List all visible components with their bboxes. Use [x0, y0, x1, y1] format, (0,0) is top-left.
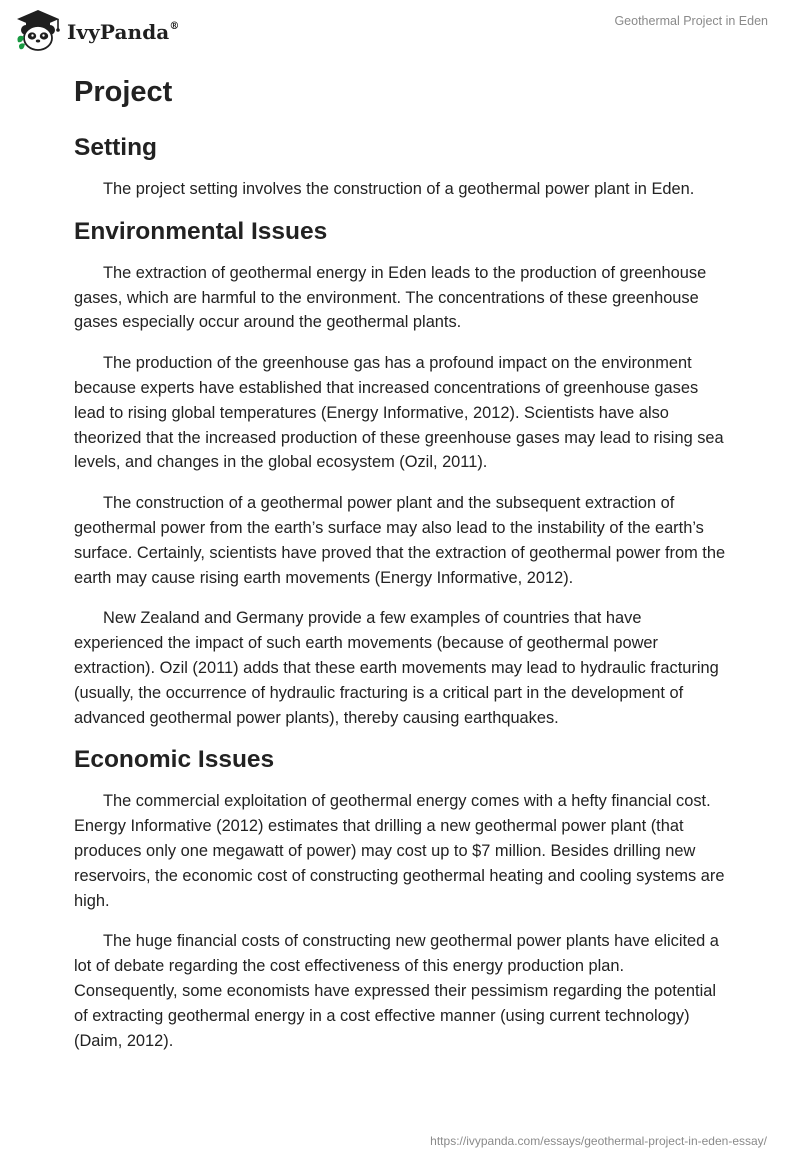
section-heading-economic-issues: Economic Issues [74, 746, 275, 774]
paragraph: The production of the greenhouse gas has a profound impact on the environment because experts have established that increased concentrations of greenhouse gases lead to rising global temperatures (Energy Informative, 2012). Scientists have also theorized that the increased production of these greenhouse gases may lead to rising sea levels, and changes in the global ecosystem (Ozil, 2011). [74, 354, 724, 472]
section-heading-environmental-issues: Environmental Issues [74, 217, 328, 245]
page-title: Project [74, 76, 173, 108]
section-heading-setting: Setting [74, 134, 158, 161]
brand-name: IvyPanda® [67, 20, 180, 44]
paragraph: The extraction of geothermal energy in Eden leads to the production of greenhouse gases, which are harmful to the environment. The concentrations of these greenhouse gases especially occur around the geothermal plants. [74, 263, 707, 332]
paragraph: The huge financial costs of constructing new geothermal power plants have elicited a lot of debate regarding the cost effectiveness of this energy production plan. Consequently, some economists have expressed their pessimism regarding the potential of extracting geothermal energy in a cost effective manner (using current technology) (Daim, 2012). [74, 932, 719, 1050]
article-body [74, 72, 726, 1053]
source-url-link[interactable]: https://ivypanda.com/essays/geothermal-project-in-eden-essay/ [430, 1134, 767, 1148]
paragraph: The commercial exploitation of geothermal energy comes with a hefty financial cost. Energy Informative (2012) estimates that drilling a new geothermal power plant (that produces only one megawatt of power) may cost up to $7 million. Besides drilling new reservoirs, the economic cost of constructing geothermal heating and cooling systems are high. [74, 792, 725, 910]
document-title: Geothermal Project in Eden [614, 14, 768, 28]
paragraph: The project setting involves the construction of a geothermal power plant in Eden. [103, 180, 695, 198]
panda-graduation-cap-icon [14, 8, 62, 52]
ivypanda-logo[interactable] [14, 8, 179, 52]
paragraph: The construction of a geothermal power plant and the subsequent extraction of geothermal power from the earth’s surface may also lead to the instability of the earth’s surface. Certainly, scientists have proved that the extraction of geothermal power from the earth may cause rising earth movements (Energy Informative, 2012). [74, 494, 726, 587]
trademark-symbol: ® [169, 21, 180, 33]
page-header [0, 0, 800, 62]
paragraph: New Zealand and Germany provide a few examples of countries that have experienced the impact of such earth movements (because of geothermal power extraction). Ozil (2011) adds that these earth movements may lead to hydraulic fracturing (usually, the occurrence of hydraulic fracturing is a critical part in the development of advanced geothermal power plants), thereby causing earthquakes. [74, 609, 719, 727]
